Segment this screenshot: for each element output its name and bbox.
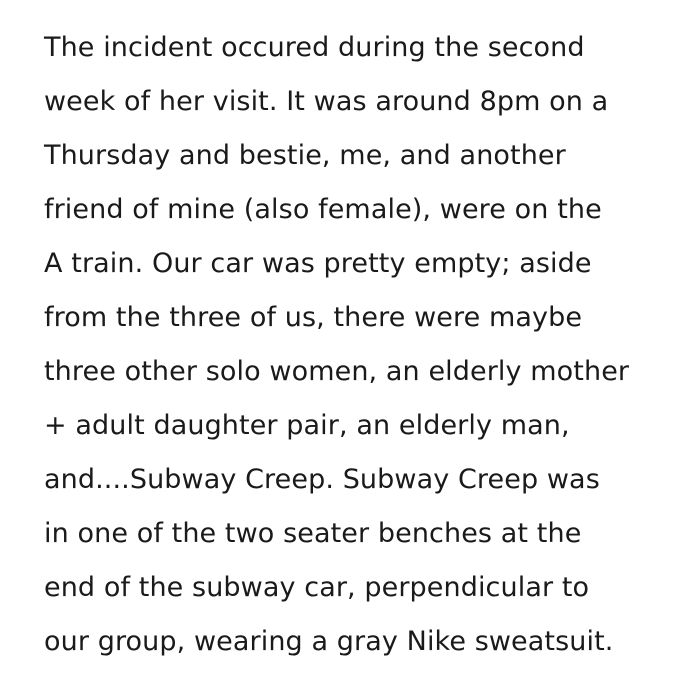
text-line-2: week of her visit. It was around 8pm on a <box>44 86 609 117</box>
text-line-1: The incident occured during the second <box>44 32 585 63</box>
text-line-5: A train. Our car was pretty empty; aside <box>44 248 592 279</box>
text-line-9: and....Subway Creep. Subway Creep was <box>44 464 600 495</box>
text-line-4: friend of mine (also female), were on the <box>44 194 602 225</box>
story-paragraph <box>44 21 700 669</box>
text-line-7: three other solo women, an elderly mother <box>44 356 630 387</box>
text-line-8: + adult daughter pair, an elderly man, <box>44 410 570 441</box>
text-line-12: our group, wearing a gray Nike sweatsuit. <box>44 626 614 657</box>
text-line-11: end of the subway car, perpendicular to <box>44 572 590 603</box>
text-line-10: in one of the two seater benches at the <box>44 518 582 549</box>
text-line-6: from the three of us, there were maybe <box>44 302 583 333</box>
text-line-3: Thursday and bestie, me, and another <box>44 140 566 171</box>
